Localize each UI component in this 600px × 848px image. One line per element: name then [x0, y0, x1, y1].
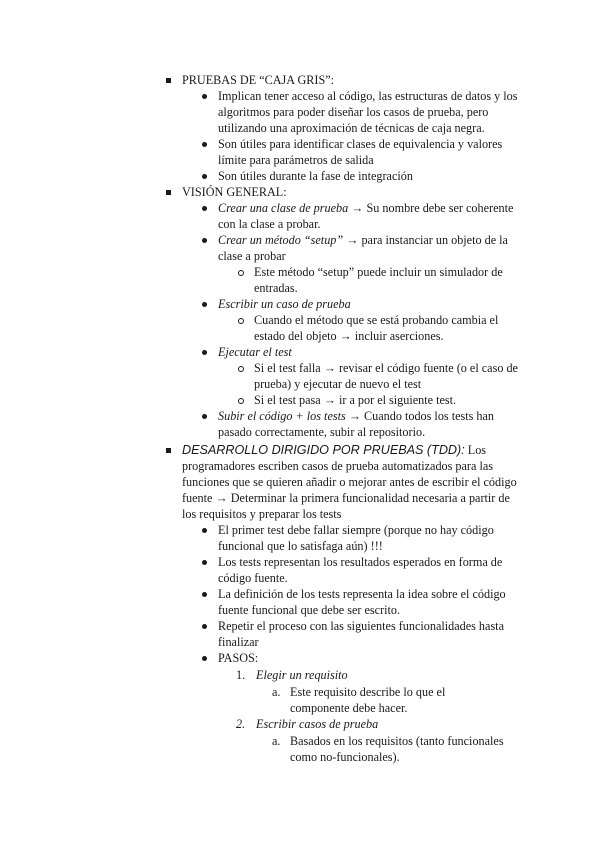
section-title: VISIÓN GENERAL: — [182, 185, 287, 199]
bullet-icon — [202, 302, 207, 307]
section-title: DESARROLLO DIRIGIDO POR PRUEBAS (TDD): — [182, 443, 465, 457]
document-page: PRUEBAS DE “CAJA GRIS”: Implican tener acceso al código, las estructuras de datos y los algoritmos para poder diseñar los casos de prueba, pero utilizando una aproximación de técnicas de caja negra. Son útiles para identificar clases de equivalencia y valores límite para parámetros de salida Son útiles durante la fase de integración VISIÓN GENERAL: Crear una clase de prueba → Su nombre debe ser coherente con la clase a probar. Crear un método “setup” → para instanciar un objeto de la clase a probar Este método “setup” puede incluir un simulador de entradas. Escribir un caso de prueba Cuando el método que se está probando cambia el estado del objeto → incluir aserciones. Ejecutar el test Si el test falla → revisar el código fuente (o el caso de prueba) y ejecutar de nuevo el test Si el test pasa → ir a por el siguiente test. Subir el código + los tests → Cuando todos los tests han pasado correctamente, subir al repositorio. DESARROLLO DIRIGIDO POR PRUEBAS (TDD): Los programadores escriben casos de prueba automatizados para las funciones que se quieren añadir o mejorar antes de escribir el código fuente → Determinar la primera funcionalidad necesaria a partir de los requisitos y preparar los tests El primer test debe fallar siempre (porque no hay código funcional que lo satisfaga aún) !!! Los tests representan los resultados esperados en forma de código fuente. La definición de los tests representa la idea sobre el código fuente funcional que debe ser escrito. Repetir el proceso con las siguientes funcionalidades hasta finalizar PASOS: 1. Elegir un requisito a. Este requisito describe lo que el componente debe hacer. 2. Escribir casos de prueba a. Basados en los requisitos (tanto funcionales como no-funcionales). — [0, 0, 600, 848]
bullet-icon — [202, 238, 207, 243]
bullet-icon — [202, 560, 207, 565]
hollow-bullet-icon — [238, 366, 244, 372]
bullet-icon — [202, 142, 207, 147]
bullet-icon — [202, 414, 207, 419]
bullet-icon — [202, 656, 207, 661]
square-bullet-icon — [166, 78, 171, 83]
section-title: PRUEBAS DE “CAJA GRIS”: — [182, 73, 335, 87]
bullet-icon — [202, 174, 207, 179]
section-intro: Los programadores escriben casos de prueba automatizados para las funciones que se quieren añadir o mejorar antes de escribir el código fuente → Determinar la primera funcionalidad necesaria a partir de los requisitos y preparar los tests — [182, 443, 517, 521]
hollow-bullet-icon — [238, 270, 244, 276]
square-bullet-icon — [166, 448, 171, 453]
square-bullet-icon — [166, 190, 171, 195]
hollow-bullet-icon — [238, 318, 244, 324]
bullet-icon — [202, 206, 207, 211]
bullet-icon — [202, 592, 207, 597]
bullet-icon — [202, 528, 207, 533]
bullet-icon — [202, 350, 207, 355]
hollow-bullet-icon — [238, 398, 244, 404]
bullet-icon — [202, 94, 207, 99]
bullet-icon — [202, 624, 207, 629]
